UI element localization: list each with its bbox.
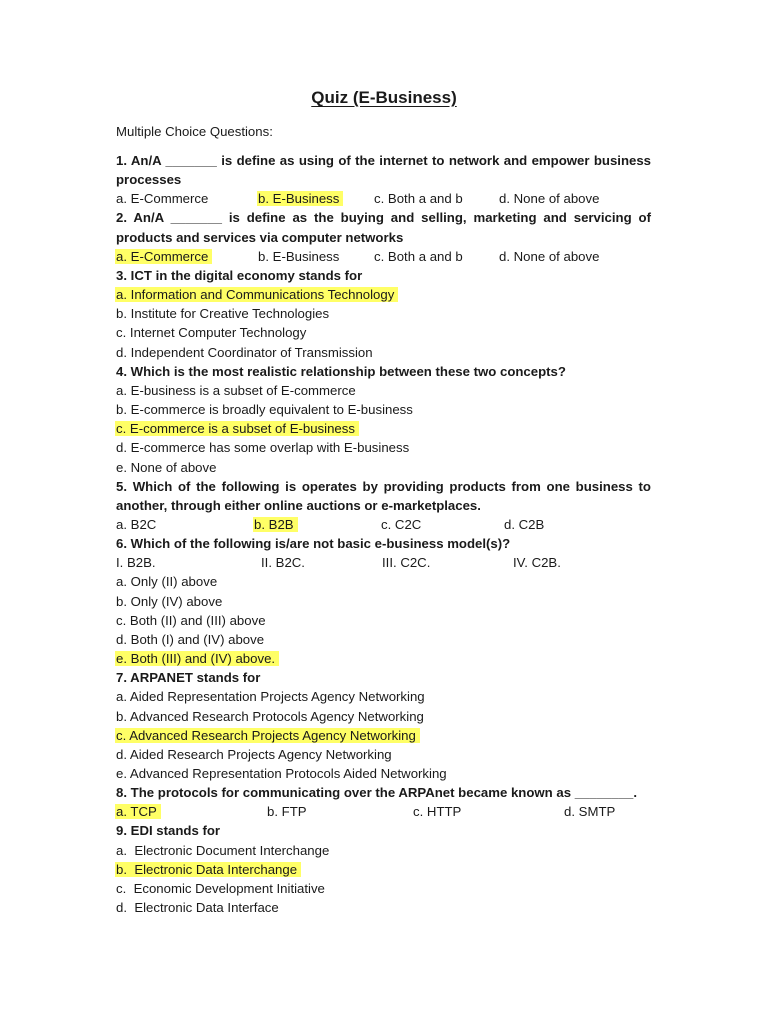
option-2b: b. E-Business (258, 248, 340, 264)
options-row-5 (116, 515, 651, 534)
question-2: 2. An/A _______ is define as the buying and selling, marketing and servicing of products and services via computer networks (116, 210, 651, 245)
option-4e: e. None of above (116, 459, 217, 475)
options-row-1 (116, 189, 651, 208)
answer-highlight: b. E-Business (257, 191, 343, 206)
intro-text: Multiple Choice Questions: (116, 124, 273, 139)
option-7d: d. Aided Research Projects Agency Networking (116, 746, 392, 762)
option-6a: a. Only (II) above (116, 574, 218, 590)
option-1a: a. E-Commerce (116, 191, 209, 207)
question-6: 6. Which of the following is/are not basic e-business model(s)? (116, 536, 511, 552)
option-9c: c. Economic Development Initiative (116, 880, 325, 896)
question-8: 8. The protocols for communicating over the ARPAnet became known as ________. (116, 785, 638, 801)
option-5a: a. B2C (116, 516, 157, 532)
option-7c (116, 726, 651, 745)
answer-highlight: b. B2B (253, 517, 298, 532)
question-4: 4. Which is the most realistic relationship between these two concepts? (116, 363, 566, 379)
option-4d: d. E-commerce has some overlap with E-business (116, 440, 410, 456)
options-row-8 (116, 802, 651, 821)
option-8b: b. FTP (267, 804, 307, 820)
option-4a: a. E-business is a subset of E-commerce (116, 382, 356, 398)
question-list (116, 151, 651, 917)
option-3b: b. Institute for Creative Technologies (116, 306, 330, 322)
answer-highlight: a. E-Commerce (115, 249, 212, 264)
answer-highlight: a. Information and Communications Technology (115, 287, 398, 302)
option-5b (254, 515, 381, 534)
option-5d: d. C2B (504, 516, 545, 532)
model-ii: II. B2C. (261, 555, 305, 571)
option-4b: b. E-commerce is broadly equivalent to E-business (116, 402, 413, 418)
option-2a (116, 247, 258, 266)
question-1: 1. An/A _______ is define as using of the internet to network and empower business processes (116, 153, 651, 188)
option-6e (116, 649, 651, 668)
options-row-2 (116, 247, 651, 266)
answer-highlight: c. E-commerce is a subset of E-business (115, 421, 359, 436)
option-2c: c. Both a and b (374, 248, 463, 264)
model-i: I. B2B. (116, 555, 156, 571)
answer-highlight: e. Both (III) and (IV) above. (115, 651, 279, 666)
option-7e: e. Advanced Representation Protocols Aided Networking (116, 766, 447, 781)
option-8a (116, 802, 267, 821)
option-8c: c. HTTP (413, 804, 462, 820)
question-3: 3. ICT in the digital economy stands for (116, 267, 363, 283)
option-4c (116, 419, 651, 438)
option-6d: d. Both (I) and (IV) above (116, 631, 265, 647)
option-3c: c. Internet Computer Technology (116, 325, 307, 341)
option-9d: d. Electronic Data Interface (116, 900, 279, 916)
model-iii: III. C2C. (382, 555, 431, 571)
answer-highlight: b. Electronic Data Interchange (115, 862, 301, 877)
models-row-6 (116, 553, 651, 572)
option-2d: d. None of above (499, 248, 600, 264)
option-5c: c. C2C (381, 516, 422, 532)
option-3a (116, 285, 651, 304)
question-5: 5. Which of the following is operates by providing products from one business to another, through either online auctions or e-marketplaces. (116, 478, 651, 513)
question-9: 9. EDI stands for (116, 823, 221, 839)
option-3d: d. Independent Coordinator of Transmission (116, 344, 373, 360)
option-1c: c. Both a and b (374, 191, 463, 207)
option-9b (116, 860, 651, 879)
option-6c: c. Both (II) and (III) above (116, 612, 266, 628)
model-iv: IV. C2B. (513, 555, 561, 571)
option-8d: d. SMTP (564, 804, 616, 820)
option-9a: a. Electronic Document Interchange (116, 842, 330, 858)
option-7a: a. Aided Representation Projects Agency Networking (116, 689, 425, 705)
question-7: 7. ARPANET stands for (116, 670, 261, 686)
answer-highlight: c. Advanced Research Projects Agency Networking (115, 728, 420, 743)
option-7b: b. Advanced Research Protocols Agency Networking (116, 708, 424, 724)
answer-highlight: a. TCP (115, 804, 161, 819)
option-1d: d. None of above (499, 191, 600, 207)
option-1b (258, 189, 374, 208)
option-6b: b. Only (IV) above (116, 593, 223, 609)
quiz-title: Quiz (E-Business) (311, 88, 457, 107)
